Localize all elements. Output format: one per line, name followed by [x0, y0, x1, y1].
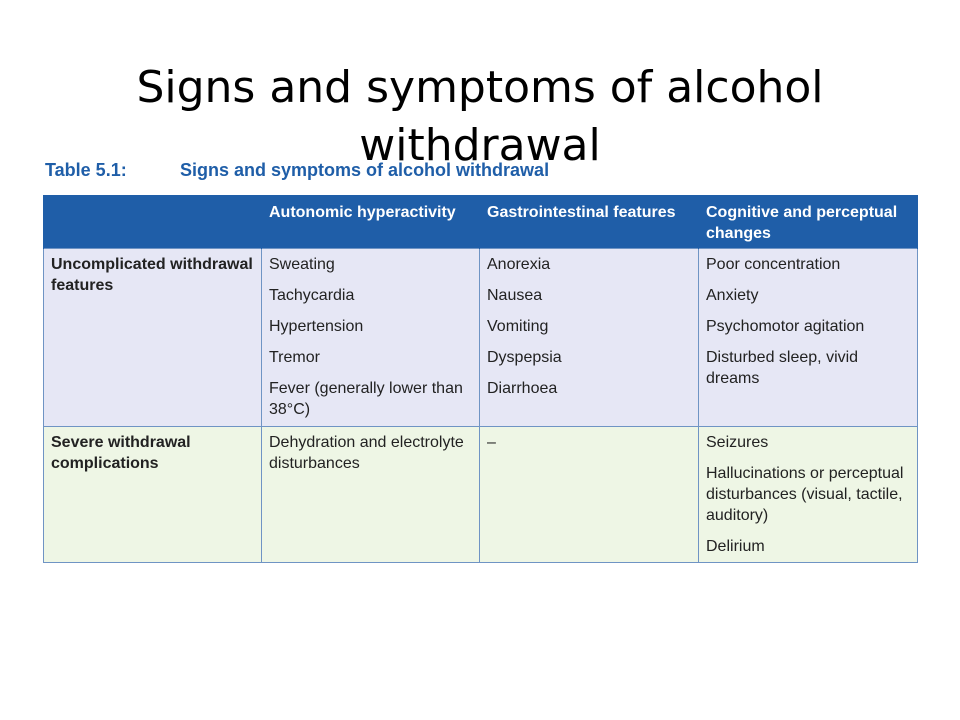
list-item: Psychomotor agitation: [706, 318, 865, 335]
list-item: Tremor: [269, 349, 320, 366]
slide-title-line-1: Signs and symptoms of alcohol: [136, 62, 824, 114]
list-item: Dehydration and electrolyte disturbances: [269, 434, 464, 472]
header-cognitive: Cognitive and perceptual changes: [699, 195, 918, 249]
list-item: Hypertension: [269, 318, 364, 335]
list-item: –: [487, 434, 496, 451]
list-item: Seizures: [706, 434, 769, 451]
list-item: Vomiting: [487, 318, 549, 335]
header-autonomic: Autonomic hyperactivity: [262, 195, 480, 249]
list-item: Fever (generally lower than 38°C): [269, 380, 463, 418]
cell-uncomplicated-cognitive: [699, 249, 918, 427]
list-item: Disturbed sleep, vivid dreams: [706, 349, 859, 387]
cell-severe-autonomic: [262, 427, 480, 563]
cell-severe-cognitive: [699, 427, 918, 563]
table-header-row: [44, 195, 918, 249]
row-label-severe: Severe withdrawal complications: [44, 427, 262, 563]
list-item: Diarrhoea: [487, 380, 558, 397]
list-item: Delirium: [706, 538, 765, 555]
cell-uncomplicated-gastrointestinal: [480, 249, 699, 427]
slide-title: [0, 59, 960, 175]
list-item: Sweating: [269, 256, 335, 273]
list-item: Anxiety: [706, 287, 759, 304]
table-caption-text: Signs and symptoms of alcohol withdrawal: [180, 160, 550, 180]
table-number: Table 5.1:: [45, 160, 127, 180]
header-empty-cell: [44, 195, 262, 249]
list-item: Nausea: [487, 287, 543, 304]
slide-title-line-2: withdrawal: [359, 120, 601, 172]
row-label-uncomplicated: Uncomplicated withdrawal features: [44, 249, 262, 427]
cell-severe-gastrointestinal: [480, 427, 699, 563]
table-caption: [45, 160, 549, 184]
table-row-uncomplicated: [44, 249, 918, 427]
list-item: Anorexia: [487, 256, 551, 273]
list-item: Tachycardia: [269, 287, 355, 304]
header-gastrointestinal: Gastrointestinal features: [480, 195, 699, 249]
list-item: Hallucinations or perceptual disturbances (visual, tactile, auditory): [706, 465, 904, 524]
table-row-severe: [44, 427, 918, 563]
list-item: Poor concentration: [706, 256, 841, 273]
withdrawal-symptoms-table: [43, 195, 918, 563]
cell-uncomplicated-autonomic: [262, 249, 480, 427]
list-item: Dyspepsia: [487, 349, 562, 366]
